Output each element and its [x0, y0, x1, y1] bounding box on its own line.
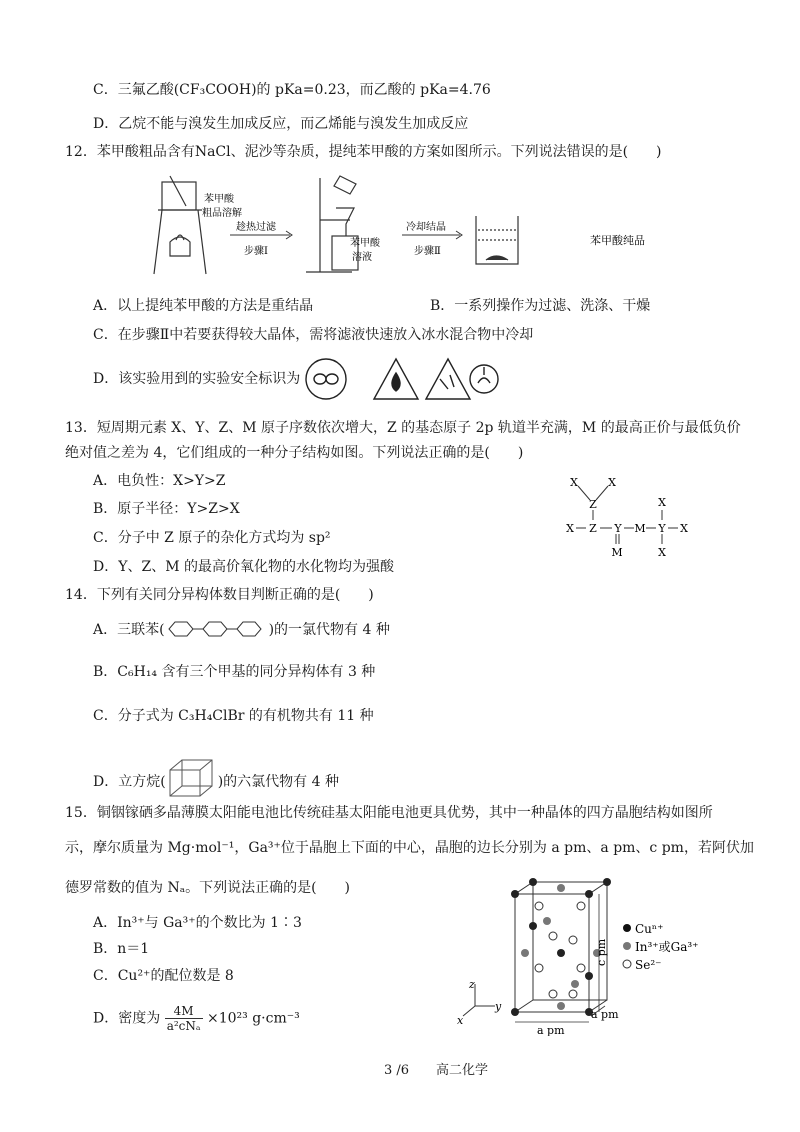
heating-stand: [154, 176, 206, 274]
atom-z: Z: [589, 498, 597, 511]
q11-option-c: C．三氟乙酸(CF₃COOH)的 pKa=0.23，而乙酸的 pKa=4.76: [93, 82, 491, 98]
step1-bottom-label: 步骤Ⅰ: [244, 246, 268, 257]
q15-unit-cell-figure: [455, 876, 715, 1036]
atom-m: M: [611, 546, 623, 559]
atom-z: Z: [589, 522, 597, 535]
q12-apparatus-figure: [140, 172, 660, 284]
q13-stem-line2: 绝对值之差为 4，它们组成的一种分子结构如图。下列说法正确的是( ): [65, 445, 524, 461]
atom-x: X: [566, 522, 574, 535]
q15-stem-line2: 示，摩尔质量为 Mg·mol⁻¹，Ga³⁺位于晶胞上下面的中心，晶胞的边长分别为 a pm、a pm、c pm，若阿伏加: [65, 840, 754, 856]
q12-option-c: C．在步骤Ⅱ中若要获得较大晶体，需将滤液快速放入冰水混合物中冷却: [93, 327, 534, 343]
filtrate-label-1: 苯甲酸: [350, 238, 380, 249]
crystallization-beaker: [476, 216, 518, 264]
q15-option-d-pre: D．密度为: [93, 1010, 161, 1027]
q14-option-c: C．分子式为 C₃H₄ClBr 的有机物共有 11 种: [93, 708, 374, 724]
atom-x: X: [680, 522, 688, 535]
q13-option-b: B．原子半径：Y>Z>X: [93, 501, 240, 517]
legend-se-label: Se²⁻: [635, 958, 662, 972]
page-number: 3 /6: [384, 1063, 410, 1078]
filtration-stand: [306, 176, 358, 272]
hand-wash-icon: [470, 365, 498, 393]
q15-option-c: C．Cu²⁺的配位数是 8: [93, 968, 234, 984]
q13-stem-line1: 13．短周期元素 X、Y、Z、M 原子序数依次增大，Z 的基态原子 2p 轨道半充满，M 的最高正价与最低负价: [65, 420, 741, 436]
q13-option-d: D．Y、Z、M 的最高价氧化物的水化物均为强酸: [93, 559, 394, 575]
q14-option-a-pre: A．三联苯(: [93, 622, 165, 638]
step1-top-label: 趁热过滤: [236, 222, 276, 233]
safety-signs: [300, 355, 500, 403]
q14-stem: 14．下列有关同分异构体数目判断正确的是( ): [65, 587, 374, 603]
q15-stem-line3: 德罗常数的值为 Nₐ。下列说法正确的是( ): [65, 880, 351, 896]
q15-option-a: A．In³⁺与 Ga³⁺的个数比为 1∶3: [93, 915, 302, 931]
axis-y-label: y: [495, 1000, 502, 1013]
q15-option-d-post: ×10²³ g·cm⁻³: [206, 1010, 300, 1027]
density-fraction: [165, 1004, 203, 1033]
dim-a1-label: a pm: [537, 1024, 565, 1036]
atom-x: X: [608, 476, 616, 489]
atom-x: X: [658, 546, 666, 559]
terphenyl-icon: [165, 620, 269, 638]
legend-se-marker: [623, 960, 631, 968]
footer-subject: 高二化学: [436, 1063, 489, 1078]
atom-y: Y: [658, 522, 666, 535]
atom-x: X: [658, 496, 666, 509]
q15-option-d: [93, 1004, 300, 1033]
atom-m: M: [634, 522, 646, 535]
q14-option-d: [93, 758, 339, 800]
q11-option-d: D．乙烷不能与溴发生加成反应，而乙烯能与溴发生加成反应: [93, 116, 469, 132]
q15-option-b: B．n＝1: [93, 941, 150, 957]
q14-option-d-pre: D．立方烷(: [93, 774, 166, 790]
q12-stem: 12．苯甲酸粗品含有NaCl、泥沙等杂质，提纯苯甲酸的方案如图所示。下列说法错误的是( ): [65, 144, 662, 160]
legend-in-ga-label: In³⁺或Ga³⁺: [635, 940, 699, 954]
beaker-label-2: 粗品溶解: [202, 208, 242, 219]
axes-icon: [463, 984, 495, 1016]
q13-option-c: C．分子中 Z 原子的杂化方式均为 sp²: [93, 530, 331, 546]
atom-x: X: [570, 476, 578, 489]
cubane-icon: [166, 758, 218, 800]
legend-cu-label: Cuⁿ⁺: [635, 922, 664, 936]
dim-a2-label: a pm: [591, 1008, 619, 1021]
q14-option-d-post: )的六氯代物有 4 种: [217, 774, 339, 790]
q12-option-a: A．以上提纯苯甲酸的方法是重结晶: [93, 298, 314, 314]
q14-option-a-post: )的一氯代物有 4 种: [268, 622, 390, 638]
q13-molecule-figure: [560, 474, 690, 562]
fire-warning-icon: [374, 359, 418, 399]
corrosive-warning-icon: [426, 359, 470, 399]
filtrate-label-2: 溶液: [352, 252, 372, 263]
dim-c-label: c pm: [595, 938, 608, 966]
fraction-numerator: 4M: [165, 1004, 203, 1019]
q12-option-b: B．一系列操作为过滤、洗涤、干燥: [430, 298, 651, 314]
step2-bottom-label: 步骤Ⅱ: [414, 246, 441, 257]
step2-top-label: 冷却结晶: [406, 222, 446, 233]
legend-cu-marker: [623, 924, 631, 932]
axis-x-label: x: [457, 1014, 464, 1027]
q14-option-b: B．C₆H₁₄ 含有三个甲基的同分异构体有 3 种: [93, 664, 376, 680]
beaker-label-1: 苯甲酸: [204, 194, 234, 205]
atom-y: Y: [614, 522, 622, 535]
axis-z-label: z: [469, 978, 475, 991]
goggles-icon: [306, 359, 346, 399]
q13-option-a: A．电负性：X>Y>Z: [93, 473, 226, 489]
q15-stem-line1: 15．铜铟镓硒多晶薄膜太阳能电池比传统硅基太阳能电池更具优势，其中一种晶体的四方晶胞结构如图所: [65, 805, 713, 821]
q14-option-a: [93, 620, 390, 640]
legend-in-ga-marker: [623, 942, 631, 950]
q12-option-d: D．该实验用到的实验安全标识为: [93, 371, 301, 387]
product-label: 苯甲酸纯品: [590, 234, 645, 247]
fraction-denominator: a²cNₐ: [166, 1019, 201, 1033]
